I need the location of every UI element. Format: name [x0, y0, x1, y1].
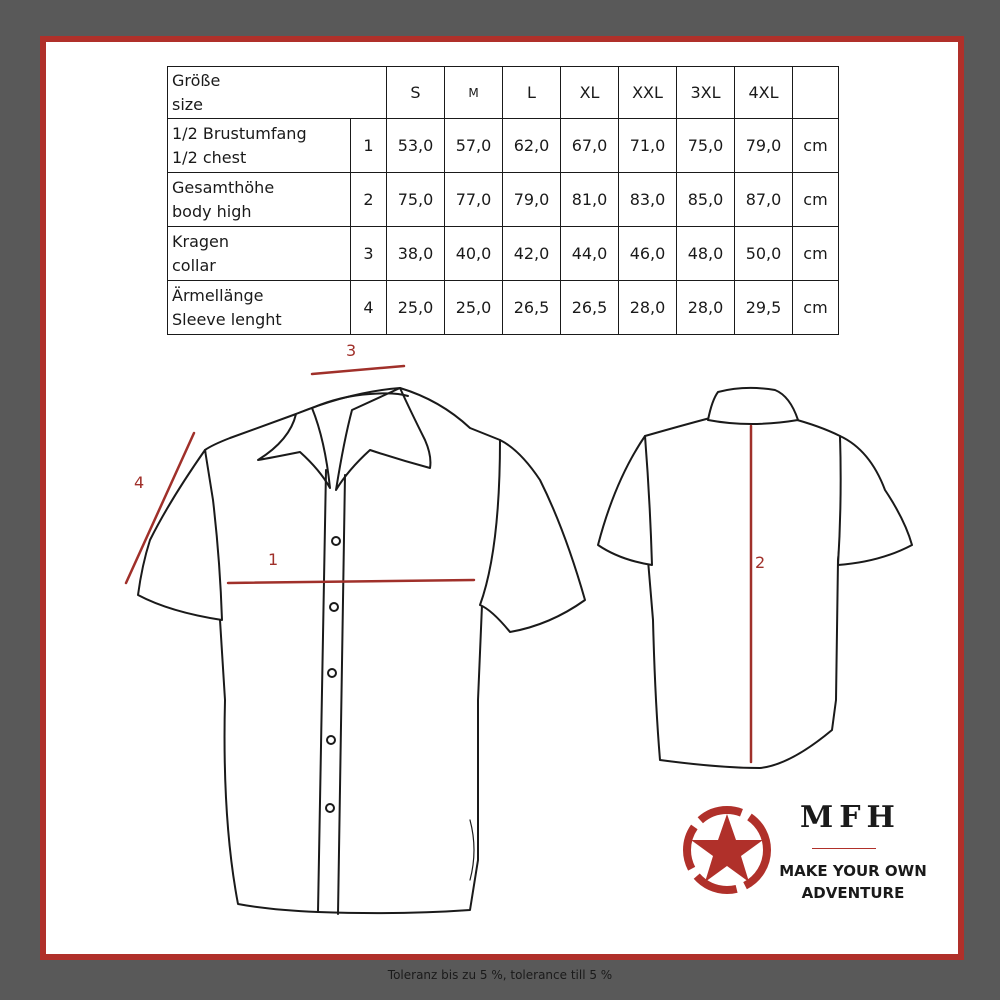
tolerance-note: Toleranz bis zu 5 %, tolerance till 5 %	[387, 968, 613, 982]
table-cell: 25,0	[387, 281, 445, 335]
size-label-en: size	[172, 94, 204, 114]
table-cell: 44,0	[561, 227, 619, 281]
unit-cell: cm	[793, 227, 839, 281]
unit-cell: cm	[793, 173, 839, 227]
row-label-de: Ärmellänge	[172, 285, 264, 305]
brand-divider	[812, 848, 876, 849]
table-cell: 75,0	[677, 119, 735, 173]
sleeve-marker: 4	[134, 473, 145, 492]
chest-marker: 1	[268, 550, 279, 569]
table-cell: 42,0	[503, 227, 561, 281]
brand-logo-text: MFH	[800, 800, 901, 835]
table-cell: 26,5	[503, 281, 561, 335]
collar-measure-line	[312, 366, 404, 374]
row-label-en: collar	[172, 255, 216, 275]
table-cell: 29,5	[735, 281, 793, 335]
brand-slogan	[778, 860, 928, 904]
table-cell: 79,0	[503, 173, 561, 227]
row-number: 1	[351, 119, 387, 173]
star-roundel-icon	[687, 810, 767, 890]
table-cell: 50,0	[735, 227, 793, 281]
row-label-en: 1/2 chest	[172, 147, 247, 167]
table-cell: 77,0	[445, 173, 503, 227]
unit-cell: cm	[793, 119, 839, 173]
size-m: M	[445, 67, 503, 119]
row-number: 2	[351, 173, 387, 227]
back-shirt-illustration	[598, 388, 912, 768]
table-cell: 87,0	[735, 173, 793, 227]
table-cell: 40,0	[445, 227, 503, 281]
table-cell: 48,0	[677, 227, 735, 281]
slogan-line-2: ADVENTURE	[801, 884, 905, 902]
size-xxl: XXL	[619, 67, 677, 119]
table-cell: 85,0	[677, 173, 735, 227]
table-cell: 38,0	[387, 227, 445, 281]
table-cell: 26,5	[561, 281, 619, 335]
table-cell: 81,0	[561, 173, 619, 227]
size-3xl: 3XL	[677, 67, 735, 119]
length-marker: 2	[755, 553, 766, 572]
table-cell: 53,0	[387, 119, 445, 173]
size-l: L	[503, 67, 561, 119]
table-cell: 57,0	[445, 119, 503, 173]
table-cell: 25,0	[445, 281, 503, 335]
table-cell: 83,0	[619, 173, 677, 227]
row-number: 3	[351, 227, 387, 281]
row-label-de: 1/2 Brustumfang	[172, 123, 307, 143]
table-cell: 28,0	[619, 281, 677, 335]
table-cell: 62,0	[503, 119, 561, 173]
unit-cell: cm	[793, 281, 839, 335]
size-s: S	[387, 67, 445, 119]
row-label-de: Kragen	[172, 231, 230, 251]
table-cell: 67,0	[561, 119, 619, 173]
size-4xl: 4XL	[735, 67, 793, 119]
table-cell: 46,0	[619, 227, 677, 281]
row-label-en: body high	[172, 201, 252, 221]
row-label-de: Gesamthöhe	[172, 177, 275, 197]
slogan-line-1: MAKE YOUR OWN	[779, 862, 927, 880]
row-label-en: Sleeve lenght	[172, 309, 282, 329]
table-cell: 75,0	[387, 173, 445, 227]
front-shirt-illustration	[138, 388, 585, 914]
size-label-de: Größe	[172, 70, 221, 90]
row-number: 4	[351, 281, 387, 335]
collar-marker: 3	[346, 341, 357, 360]
table-cell: 28,0	[677, 281, 735, 335]
table-cell: 79,0	[735, 119, 793, 173]
size-xl: XL	[561, 67, 619, 119]
table-cell: 71,0	[619, 119, 677, 173]
